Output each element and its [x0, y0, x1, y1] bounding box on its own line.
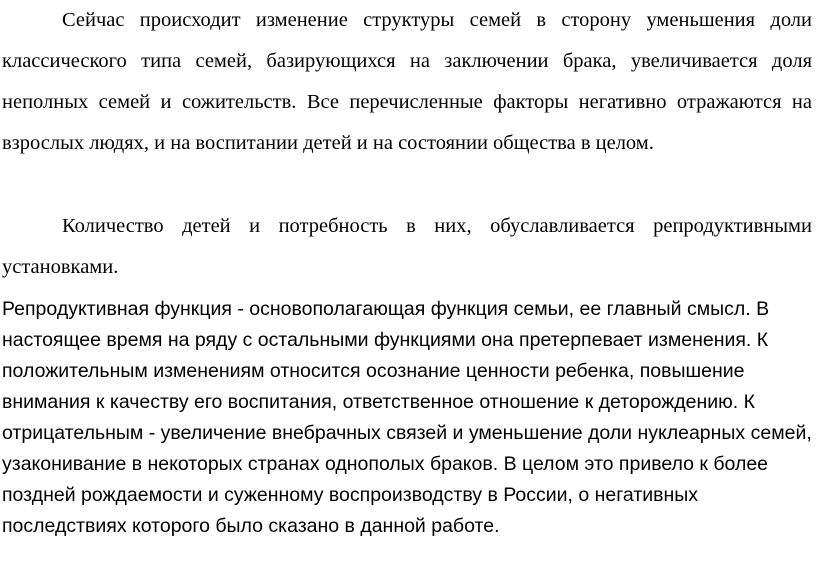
- paragraph-family-structure: Сейчас происходит изменение структуры семей в сторону уменьшения доли классического типа семей, базирующихся на заключении брака, увеличивается доля неполных семей и сожительств. Все перечисленные факторы негативно отражаются на взрослых людях, и на воспитании детей и на состоянии общества в целом.: [2, 9, 812, 154]
- paragraph-reproductive-function: Репродуктивная функция - основополагающая функция семьи, ее главный смысл. В настоящее время на ряду с остальными функциями она претерпевает изменения. К положительным изменениям относится осознание ценности ребенка, повышение внимания к качеству его воспитания, ответственное отношение к деторождению. К отрицательным - увеличение внебрачных связей и уменьшение доли нуклеарных семей, узаконивание в некоторых странах однополых браков. В целом это привело к более поздней рождаемости и суженному воспроизводству в России, о негативных последствиях которого было сказано в данной работе.: [2, 298, 812, 537]
- paragraph-reproductive-attitudes: Количество детей и потребность в них, обуславливается репродуктивными установками.: [2, 215, 812, 278]
